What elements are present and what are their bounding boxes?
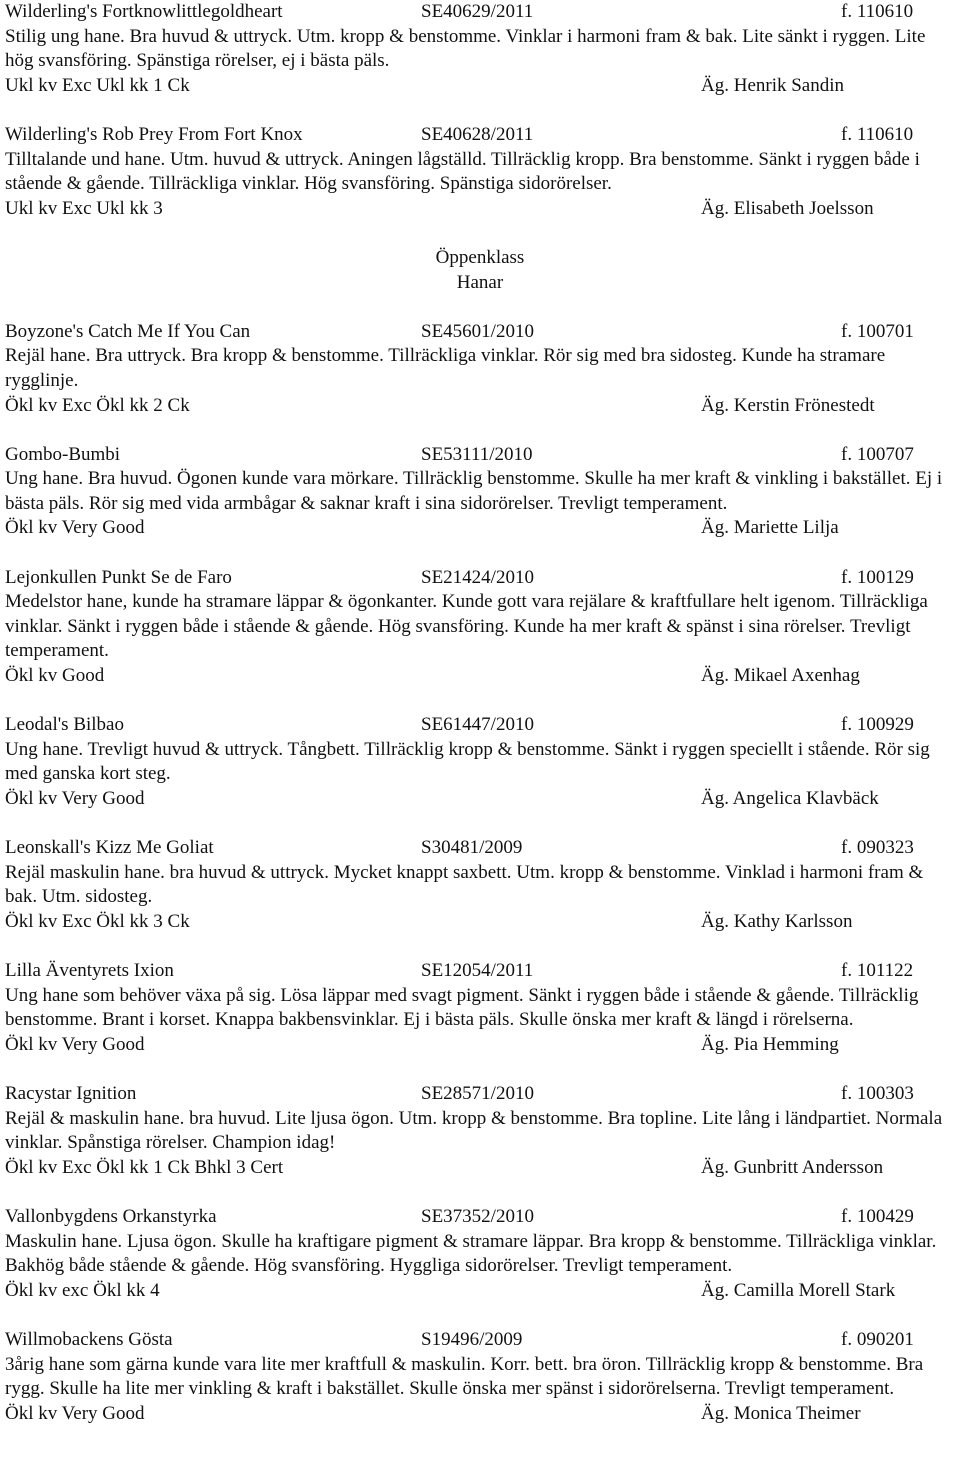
entry-result-row (5, 1402, 955, 1427)
class-heading: Öppenklass (435, 246, 525, 268)
registration-number: SE61447/2010 (421, 714, 534, 736)
entry-result-row (5, 74, 955, 99)
birth-date: f. 090323 (841, 837, 914, 859)
owner-name: Äg. Henrik Sandin (701, 74, 845, 96)
registration-number: SE53111/2010 (421, 443, 533, 465)
grade-result: Ökl kv exc Ökl kk 4 (5, 1279, 160, 1301)
entry-result-row (5, 910, 955, 935)
registration-number: SE28571/2010 (421, 1083, 534, 1105)
registration-number: SE12054/2011 (421, 960, 534, 982)
birth-date: f. 100129 (841, 566, 914, 588)
critique-text: Ung hane som behöver växa på sig. Lösa läppar med svagt pigment. Sänkt i ryggen både i stående & gående. Tillräcklig benstomme. Brant i korset. Knappa bakbensvinklar. Ej i bästa päls. Skulle önska mer kraft & längd i rörelserna. (5, 984, 919, 1031)
owner-name: Äg. Mikael Axenhag (701, 665, 860, 687)
dog-name: Leonskall's Kizz Me Goliat (5, 837, 214, 859)
entry-header-row (5, 1082, 955, 1107)
registration-number: S30481/2009 (421, 837, 523, 859)
dog-entry (5, 123, 955, 221)
birth-date: f. 100701 (841, 320, 914, 342)
critique-text: Tilltalande und hane. Utm. huvud & uttryck. Aningen lågställd. Tillräcklig kropp. Bra benstomme. Sänkt i ryggen både i stående & gående. Tillräckliga vinklar. Hög svansföring. Spänstiga sidorörelser. (5, 148, 920, 195)
dog-entry (5, 713, 955, 811)
results-document (5, 0, 955, 1426)
dog-name: Racystar Ignition (5, 1083, 137, 1105)
critique-text: 3årig hane som gärna kunde vara lite mer kraftfull & maskulin. Korr. bett. bra öron. Tillräcklig kropp & benstomme. Bra rygg. Skulle ha lite mer vinkling & kraft i bakstället. Skulle önska mer spänst i sidorörelserna. Trevligt temperament. (5, 1353, 924, 1400)
birth-date: f. 100929 (841, 714, 914, 736)
registration-number: SE45601/2010 (421, 320, 534, 342)
entry-result-row (5, 664, 955, 689)
entry-header-row (5, 836, 955, 861)
critique-text: Maskulin hane. Ljusa ögon. Skulle ha kraftigare pigment & stramare läppar. Bra kropp & benstomme. Tillräckliga vinklar. Bakhög både stående & gående. Hög svansföring. Hyggliga sidorörelser. Trevligt temperament. (5, 1230, 937, 1277)
owner-name: Äg. Kathy Karlsson (701, 910, 853, 932)
dog-name: Leodal's Bilbao (5, 714, 124, 736)
registration-number: SE40628/2011 (421, 123, 534, 145)
critique-text: Stilig ung hane. Bra huvud & uttryck. Utm. kropp & benstomme. Vinklar i harmoni fram & bak. Lite sänkt i ryggen. Lite hög svansföring. Spänstiga rörelser, ej i bästa päls. (5, 25, 926, 72)
owner-name: Äg. Angelica Klavbäck (701, 788, 879, 809)
owner-name: Äg. Elisabeth Joelsson (701, 197, 874, 219)
dog-entry (5, 566, 955, 689)
entry-header-row (5, 443, 955, 468)
entry-header-row (5, 123, 955, 148)
dog-entry (5, 1328, 955, 1426)
grade-result: Ökl kv Very Good (5, 1402, 145, 1424)
entry-result-row (5, 516, 955, 541)
dog-entry (5, 1082, 955, 1180)
birth-date: f. 100429 (841, 1206, 914, 1228)
birth-date: f. 100707 (841, 443, 914, 465)
entry-header-row (5, 320, 955, 345)
dog-name: Wilderling's Rob Prey From Fort Knox (5, 123, 303, 145)
owner-name: Äg. Gunbritt Andersson (701, 1156, 884, 1178)
birth-date: f. 110610 (841, 1, 914, 22)
entry-header-row (5, 566, 955, 591)
entry-header-row (5, 0, 955, 25)
dog-name: Lilla Äventyrets Ixion (5, 960, 174, 982)
entries-open-list (5, 295, 955, 1426)
grade-result: Ökl kv Very Good (5, 788, 145, 809)
registration-number: SE37352/2010 (421, 1206, 534, 1228)
entry-header-row (5, 713, 955, 738)
birth-date: f. 110610 (841, 123, 914, 145)
dog-entry (5, 959, 955, 1057)
entry-header-row (5, 1205, 955, 1230)
dog-name: Lejonkullen Punkt Se de Faro (5, 566, 232, 588)
grade-result: Ökl kv Exc Ökl kk 1 Ck Bhkl 3 Cert (5, 1156, 284, 1178)
dog-entry (5, 443, 955, 541)
dog-entry (5, 0, 955, 98)
dog-name: Willmobackens Gösta (5, 1329, 173, 1351)
entry-result-row (5, 394, 955, 419)
entries-top-list (5, 0, 955, 221)
grade-result: Ökl kv Exc Ökl kk 3 Ck (5, 910, 190, 932)
entry-result-row (5, 1279, 955, 1304)
entry-header-row (5, 959, 955, 984)
critique-text: Rejäl maskulin hane. bra huvud & uttryck. Mycket knappt saxbett. Utm. kropp & benstomme. Vinklad i harmoni fram & bak. Utm. sidosteg. (5, 861, 924, 908)
owner-name: Äg. Camilla Morell Stark (701, 1279, 896, 1301)
registration-number: S19496/2009 (421, 1329, 523, 1351)
entry-header-row (5, 1328, 955, 1353)
dog-entry (5, 836, 955, 934)
owner-name: Äg. Pia Hemming (701, 1033, 839, 1055)
birth-date: f. 090201 (841, 1329, 914, 1351)
critique-text: Ung hane. Bra huvud. Ögonen kunde vara mörkare. Tillräcklig benstomme. Skulle ha mer kraft & vinkling i bakstället. Ej i bästa päls. Rör sig med vida armbågar & saknar kraft i sina sidorörelser. Trevligt temperament. (5, 468, 943, 514)
grade-result: Ökl kv Exc Ökl kk 2 Ck (5, 394, 190, 416)
owner-name: Äg. Mariette Lilja (701, 517, 839, 539)
dog-name: Boyzone's Catch Me If You Can (5, 320, 251, 342)
grade-result: Ukl kv Exc Ukl kk 1 Ck (5, 74, 190, 96)
dog-entry (5, 320, 955, 418)
grade-result: Ökl kv Very Good (5, 1033, 145, 1055)
entry-result-row (5, 1033, 955, 1058)
owner-name: Äg. Kerstin Frönestedt (701, 394, 875, 416)
birth-date: f. 101122 (841, 960, 914, 982)
entry-result-row (5, 1156, 955, 1181)
grade-result: Ökl kv Good (5, 665, 105, 687)
dog-name: Vallonbygdens Orkanstyrka (5, 1206, 217, 1228)
critique-text: Medelstor hane, kunde ha stramare läppar & ögonkanter. Kunde gott vara rejälare & kraftfullare helt igenom. Tillräckliga vinklar. Sänkt i ryggen både i stående & gående. Hög svansföring. Kunde ha mer kraft & spänst i sina rörelser. Trevligt temperament. (5, 591, 928, 662)
dog-name: Gombo-Bumbi (5, 443, 121, 465)
grade-result: Ukl kv Exc Ukl kk 3 (5, 197, 163, 219)
entry-result-row (5, 197, 955, 222)
critique-text: Ung hane. Trevligt huvud & uttryck. Tångbett. Tillräcklig kropp & benstomme. Sänkt i ryggen speciellt i stående. Rör sig med ganska kort steg. (5, 738, 930, 785)
birth-date: f. 100303 (841, 1083, 914, 1105)
registration-number: SE21424/2010 (421, 566, 534, 588)
dog-name: Wilderling's Fortknowlittlegoldheart (5, 1, 283, 22)
registration-number: SE40629/2011 (421, 1, 534, 22)
grade-result: Ökl kv Very Good (5, 517, 145, 539)
critique-text: Rejäl hane. Bra uttryck. Bra kropp & benstomme. Tillräckliga vinklar. Rör sig med bra sidosteg. Kunde ha stramare rygglinje. (5, 345, 886, 391)
sex-heading: Hanar (456, 271, 504, 293)
dog-entry (5, 1205, 955, 1303)
owner-name: Äg. Monica Theimer (701, 1402, 861, 1424)
entry-result-row (5, 787, 955, 812)
critique-text: Rejäl & maskulin hane. bra huvud. Lite ljusa ögon. Utm. kropp & benstomme. Bra topline. Lite lång i ländpartiet. Normala vinklar. Spånstiga rörelser. Champion idag! (5, 1107, 943, 1154)
